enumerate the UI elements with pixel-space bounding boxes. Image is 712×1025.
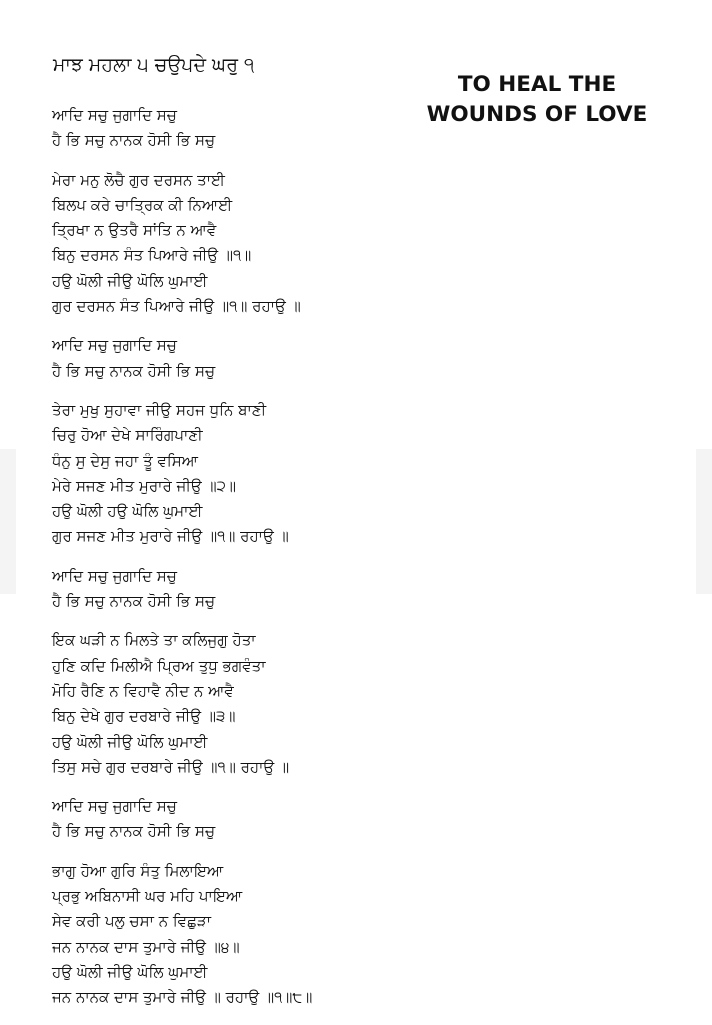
verse-stanza-2: [52, 398, 312, 550]
poem-line: ਹੈ ਭਿ ਸਚੁ ਨਾਨਕ ਹੋਸੀ ਭਿ ਸਚੁ: [52, 131, 216, 150]
poem-line: ਬਿਲਪ ਕਰੇ ਚਾਤ੍ਰਿਕ ਕੀ ਨਿਆਈ: [52, 195, 233, 214]
poem-line: ਧੰਨੁ ਸੁ ਦੇਸੁ ਜਹਾ ਤੂੰ ਵਸਿਆ: [52, 451, 199, 470]
poem-line: ਇਕ ਘੜੀ ਨ ਮਿਲਤੇ ਤਾ ਕਲਿਜੁਗੁ ਹੋਤਾ: [52, 631, 256, 650]
poem-line: ਬਿਨੁ ਦਰਸਨ ਸੰਤ ਪਿਆਰੇ ਜੀਉ ॥੧॥: [52, 246, 252, 265]
poem-line: ਚਿਰੁ ਹੋਆ ਦੇਖੇ ਸਾਰਿੰਗਪਾਣੀ: [52, 426, 203, 445]
refrain-stanza: [52, 103, 312, 154]
title-line-2: WOUNDS OF LOVE: [426, 102, 648, 127]
poem-line: ਸੇਵ ਕਰੀ ਪਲੁ ਚਸਾ ਨ ਵਿਛੁੜਾ: [52, 912, 211, 931]
verse-stanza-4: [52, 859, 312, 1011]
verse-stanza-3: [52, 628, 312, 780]
poem-line: ਪ੍ਰਭੁ ਅਬਿਨਾਸੀ ਘਰ ਮਹਿ ਪਾਇਆ: [52, 887, 243, 906]
left-edge-band: [0, 449, 16, 594]
poem-line: ਤੇਰਾ ਮੁਖੁ ਸੁਹਾਵਾ ਜੀਉ ਸਹਜ ਧੁਨਿ ਬਾਣੀ: [52, 400, 267, 419]
poem-line: ਮੋਹਿ ਰੈਣਿ ਨ ਵਿਹਾਵੈ ਨੀਦ ਨ ਆਵੈ: [52, 681, 234, 700]
refrain-stanza: [52, 794, 312, 845]
poem-line: ਮੇਰੇ ਸਜਣ ਮੀਤ ਮੁਰਾਰੇ ਜੀਉ ॥੨॥: [52, 476, 237, 495]
poem-line: ਹੈ ਭਿ ਸਚੁ ਨਾਨਕ ਹੋਸੀ ਭਿ ਸਚੁ: [52, 361, 216, 380]
poem-line: ਹੈ ਭਿ ਸਚੁ ਨਾਨਕ ਹੋਸੀ ਭਿ ਸਚੁ: [52, 822, 216, 841]
poem-line: ਹਉ ਘੋਲੀ ਜੀਉ ਘੋਲਿ ਘੁਮਾਈ: [52, 732, 208, 751]
poem-line: ਆਦਿ ਸਚੁ ਜੁਗਾਦਿ ਸਚੁ: [52, 797, 177, 816]
page-title: [392, 70, 682, 130]
refrain-stanza: [52, 564, 312, 615]
right-edge-band: [696, 449, 712, 594]
poem-line: ਆਦਿ ਸਚੁ ਜੁਗਾਦਿ ਸਚੁ: [52, 566, 177, 585]
refrain-stanza: [52, 333, 312, 384]
poem-line: ਤ੍ਰਿਖਾ ਨ ਉਤਰੈ ਸਾਂਤਿ ਨ ਆਵੈ: [52, 221, 217, 240]
poem-line: ਜਨ ਨਾਨਕ ਦਾਸ ਤੁਮਾਰੇ ਜੀਉ ॥੪॥: [52, 937, 240, 956]
poem-line: ਭਾਗੁ ਹੋਆ ਗੁਰਿ ਸੰਤੁ ਮਿਲਾਇਆ: [52, 861, 224, 880]
title-line-1: TO HEAL THE: [457, 72, 617, 97]
poem-line: ਹੈ ਭਿ ਸਚੁ ਨਾਨਕ ਹੋਸੀ ਭਿ ਸਚੁ: [52, 592, 216, 611]
poem-line: ਆਦਿ ਸਚੁ ਜੁਗਾਦਿ ਸਚੁ: [52, 106, 177, 124]
poem-line: ਬਿਨੁ ਦੇਖੇ ਗੁਰ ਦਰਬਾਰੇ ਜੀਉ ॥੩॥: [52, 707, 236, 726]
poem-body: [52, 103, 312, 1025]
poem-line: ਹਉ ਘੋਲੀ ਜੀਉ ਘੋਲਿ ਘੁਮਾਈ: [52, 962, 208, 981]
poem-line: ਹਉ ਘੋਲੀ ਹਉ ਘੋਲਿ ਘੁਮਾਈ: [52, 502, 203, 521]
poem-line: ਹਉ ਘੋਲੀ ਜੀਉ ਘੋਲਿ ਘੁਮਾਈ: [52, 271, 208, 290]
poem-line: ਮੇਰਾ ਮਨੁ ਲੋਚੈ ਗੁਰ ਦਰਸਨ ਤਾਈ: [52, 170, 225, 189]
poem-line: ਤਿਸੁ ਸਚੇ ਗੁਰ ਦਰਬਾਰੇ ਜੀਉ ॥੧॥ ਰਹਾਉ ॥: [52, 757, 290, 776]
poem-line: ਗੁਰ ਦਰਸਨ ਸੰਤ ਪਿਆਰੇ ਜੀਉ ॥੧॥ ਰਹਾਉ ॥: [52, 297, 301, 316]
shabad-heading: ਮਾਝ ਮਹਲਾ ੫ ਚਉਪਦੇ ਘਰੁ ੧: [53, 54, 255, 76]
poem-line: ਆਦਿ ਸਚੁ ਜੁਗਾਦਿ ਸਚੁ: [52, 336, 177, 355]
poem-line: ਗੁਰ ਸਜਣ ਮੀਤ ਮੁਰਾਰੇ ਜੀਉ ॥੧॥ ਰਹਾਉ ॥: [52, 527, 289, 546]
poem-line: ਹੁਣਿ ਕਦਿ ਮਿਲੀਐ ਪ੍ਰਿਅ ਤੁਧੁ ਭਗਵੰਤਾ: [52, 656, 266, 675]
poem-line: ਜਨ ਨਾਨਕ ਦਾਸ ਤੁਮਾਰੇ ਜੀਉ ॥ ਰਹਾਉ ॥੧॥੮॥: [52, 988, 313, 1007]
verse-stanza-1: [52, 168, 312, 320]
